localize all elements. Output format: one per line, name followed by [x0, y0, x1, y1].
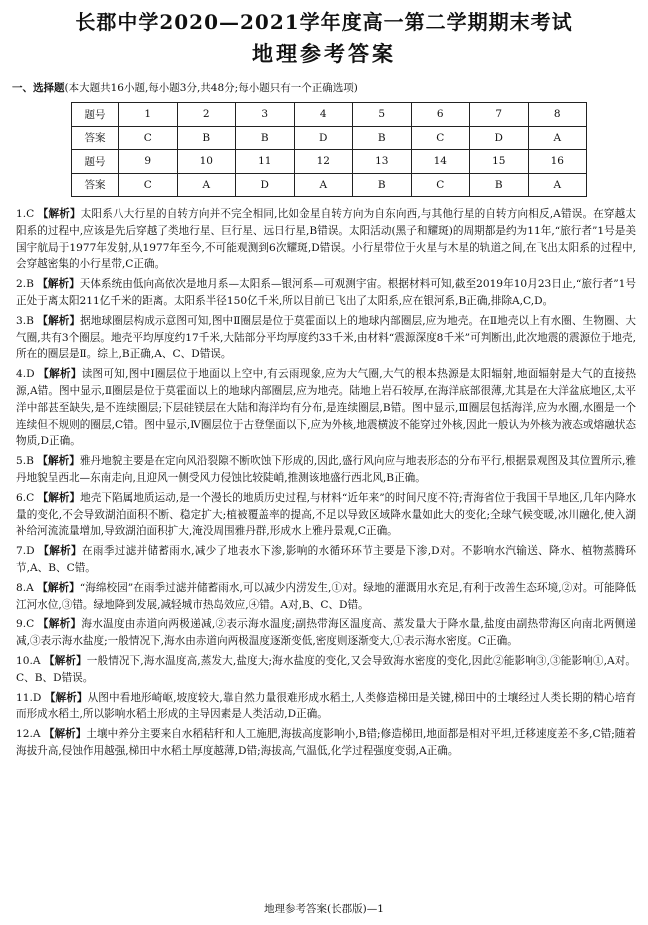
- table-cell: D: [236, 173, 295, 197]
- table-cell: 13: [353, 150, 412, 174]
- item-text: 雅丹地貌主要是在定向风沿裂隙不断吹蚀下形成的,因此,盛行风向应与地表形态的分布平行,根据景观图及其位置所示,雅丹地貌呈西北—东南走向,且迎风一侧受风力侵蚀比较陡峭,推测该地盛行西北风,B正确。: [16, 455, 637, 484]
- analysis-tag: 【解析】: [44, 691, 88, 704]
- item-number: 2.B: [16, 278, 34, 291]
- section-heading: [12, 80, 358, 95]
- table-row-answers-1: [72, 126, 587, 150]
- table-cell: 12: [294, 150, 353, 174]
- analysis-tag: 【解析】: [37, 618, 82, 631]
- item-text: 读图可知,图中Ⅰ圈层位于地面以上空中,有云雨现象,应为大气圈,大气的根本热源是太阳辐射,地面辐射是大气的直接热源,A错。图中显示,Ⅱ圈层是位于莫霍面以上的地球内部圈层,应为地壳。陆地上岩石较厚,在海洋底部很薄,尤其是在大洋盆底地区,太平洋中部甚至缺失,是不连续圈层;下层硅镁层在大陆和海洋均有分布,是连续圈层,B错。图中显示,Ⅲ圈层包括海洋,应为水圈,水圈是一个连续但不规则的圈层,C错。图中显示,Ⅳ圈层位于古登堡面以下,应为外核,地震横波不能穿过外核,因此一般认为外核为液态或熔融状态物质,D正确。: [16, 368, 636, 448]
- item-text: 地壳下陷属地质运动,是一个漫长的地质历史过程,与材料“近年来”的时间尺度不符;青海省位于我国干旱地区,几年内降水量的变化,不会导致湖泊面积不断、稳定扩大;植被覆盖率的提高,不足以导致区域降水量如此大的变化;全球气候变暖,冰川融化,使入湖补给河流流量增加,导致湖泊面积扩大,淹没周围雅丹群,形成水上雅丹景观,C正确。: [16, 491, 637, 538]
- section-note: (本大题共16小题,每小题3分,共48分;每小题只有一个正确选项): [64, 82, 358, 94]
- explanation-item-7: [16, 543, 636, 577]
- explanation-item-5: [16, 453, 636, 487]
- table-cell: B: [470, 173, 529, 197]
- table-cell: 11: [236, 150, 295, 174]
- page-title: 地理参考答案: [252, 42, 396, 66]
- row-label-question: 题号: [72, 103, 119, 127]
- table-cell: C: [411, 126, 470, 150]
- exam-title: 长郡中学2020—2021学年度高一第二学期期末考试: [75, 10, 573, 34]
- row-label-answer: 答案: [72, 173, 119, 197]
- explanation-item-12: [16, 726, 636, 760]
- table-cell: 2: [177, 103, 236, 127]
- item-text: 海水温度由赤道向两极递减,②表示海水温度;副热带海区温度高、蒸发量大于降水量,盐度由副热带海区向南北两侧递减,③表示海水盐度;一般情况下,海水由赤道向两极温度逐渐变低,密度则逐渐变大,①表示海水密度。C正确。: [16, 618, 636, 648]
- table-cell: B: [236, 126, 295, 150]
- item-text: “海绵校园”在雨季过滤并储蓄雨水,可以减少内涝发生,①对。绿地的灌溉用水充足,有利于改善生态环境,②对。可能降低江河水位,③错。绿地降到发展,减轻城市热岛效应,④错。A对,B、C、D错。: [16, 581, 637, 611]
- table-cell: A: [294, 173, 353, 197]
- table-cell: 9: [119, 150, 178, 174]
- table-cell: D: [470, 126, 529, 150]
- table-cell: 4: [294, 103, 353, 127]
- table-cell: 6: [411, 103, 470, 127]
- explanation-item-10: [16, 653, 636, 687]
- item-number: 5.B: [16, 455, 34, 468]
- analysis-tag: 【解析】: [37, 208, 81, 220]
- analysis-tag: 【解析】: [37, 455, 80, 468]
- item-text: 土壤中养分主要来自水稻秸秆和人工施肥,海拔高度影响小,B错;修造梯田,地面都是相对平坦,迁移速度差不多,C错;随着海拔升高,侵蚀作用越强,梯田中水稻土厚度越薄,D错;海拔高,气温低,化学过程强度变弱,A正确。: [16, 728, 636, 757]
- item-number: 4.D: [16, 368, 35, 381]
- item-number: 10.A: [16, 654, 41, 667]
- table-row-answers-2: [72, 173, 587, 197]
- table-cell: 3: [236, 103, 295, 127]
- item-number: 7.D: [16, 545, 35, 558]
- analysis-tag: 【解析】: [43, 728, 87, 741]
- explanation-item-2: [16, 276, 636, 310]
- explanation-item-11: [16, 690, 636, 724]
- table-cell: 15: [470, 150, 529, 174]
- answer-table: [71, 102, 587, 197]
- table-row-numbers-1: [72, 103, 587, 127]
- section-label: 一、选择题: [12, 82, 65, 94]
- table-cell: A: [528, 173, 587, 197]
- table-cell: 14: [411, 150, 470, 174]
- analysis-tag: 【解析】: [38, 368, 82, 381]
- table-cell: C: [119, 126, 178, 150]
- table-cell: 16: [528, 150, 587, 174]
- explanation-item-9: [16, 616, 636, 650]
- item-number: 12.A: [16, 728, 41, 741]
- table-cell: B: [177, 126, 236, 150]
- table-cell: B: [353, 173, 412, 197]
- analysis-tag: 【解析】: [37, 581, 80, 594]
- table-row-numbers-2: [72, 150, 587, 174]
- table-cell: 8: [528, 103, 587, 127]
- item-text: 据地球圈层构成示意图可知,图中Ⅱ圈层是位于莫霍面以上的地球内部圈层,应为地壳。在Ⅱ地壳以上有水圈、生物圈、大气圈,共有3个圈层。地壳平均厚度约17千米,大陆部分平均厚度约33千米,由材料“震源深度8千米”可判断出,此次地震的震源位于地壳,所在的圈层是Ⅱ。综上,B正确,A、C、D错误。: [16, 314, 636, 361]
- table-cell: C: [119, 173, 178, 197]
- analysis-tag: 【解析】: [37, 491, 81, 504]
- analysis-tag: 【解析】: [43, 654, 87, 667]
- table-cell: D: [294, 126, 353, 150]
- item-text: 在雨季过滤并储蓄雨水,减少了地表水下渗,影响的水循环环节主要是下渗,D对。不影响水汽输送、降水、植物蒸腾环节,A、B、C错。: [16, 545, 637, 574]
- page-footer: 地理参考答案(长郡版)—1: [264, 903, 384, 915]
- item-number: 11.D: [16, 691, 42, 704]
- explanation-list: [16, 206, 636, 763]
- table-cell: 1: [119, 103, 178, 127]
- item-text: 从图中看地形崎岖,坡度较大,靠自然力量很难形成水稻土,人类修造梯田是关键,梯田中的土壤经过人类长期的精心培育而形成水稻土,所以影响水稻土形成的主导因素是人类活动,D正确。: [16, 691, 637, 721]
- table-cell: 5: [353, 103, 412, 127]
- table-cell: 7: [470, 103, 529, 127]
- item-number: 8.A: [16, 581, 34, 594]
- analysis-tag: 【解析】: [37, 278, 80, 291]
- table-cell: A: [177, 173, 236, 197]
- item-text: 一般情况下,海水温度高,蒸发大,盐度大;海水盐度的变化,又会导致海水密度的变化,因此②能影响③,③能影响①,A对。C、B、D错误。: [16, 654, 636, 684]
- item-number: 6.C: [16, 491, 35, 504]
- row-label-answer: 答案: [72, 126, 119, 150]
- explanation-item-8: [16, 580, 636, 614]
- explanation-item-6: [16, 490, 636, 540]
- table-cell: 10: [177, 150, 236, 174]
- item-number: 1.C: [16, 208, 35, 220]
- table-cell: A: [528, 126, 587, 150]
- analysis-tag: 【解析】: [37, 314, 81, 327]
- explanation-item-3: [16, 313, 636, 363]
- analysis-tag: 【解析】: [38, 545, 82, 558]
- explanation-item-4: [16, 366, 636, 450]
- item-number: 3.B: [16, 314, 34, 327]
- table-cell: B: [353, 126, 412, 150]
- item-text: 天体系统由低向高依次是地月系—太阳系—银河系—可观测宇宙。根据材料可知,截至2019年10月23日止,“旅行者”1号正处于离太阳211亿千米的距离。太阳系半径150亿千米,所以目前已飞出了太阳系,应在银河系,B正确,排除A,C,D。: [16, 278, 637, 307]
- table-cell: C: [411, 173, 470, 197]
- item-number: 9.C: [16, 618, 35, 631]
- row-label-question: 题号: [72, 150, 119, 174]
- explanation-item-1: [16, 206, 636, 273]
- item-text: 太阳系八大行星的自转方向并不完全相同,比如金星自转方向为自东向西,与其他行星的自转方向相反,A错误。在穿越太阳系的过程中,应该是先后穿越了类地行星、巨行星、远日行星,B错误。太阳活动(黑子和耀斑)的周期都是约为11年,“旅行者”1号是美国宇航局于1977年发射,从1977年至今,不可能观测到6次耀斑,D错误。小行星带位于火星与木星的轨道之间,在飞出太阳系的过程中,会穿越密集的小行星带,C正确。: [16, 208, 637, 271]
